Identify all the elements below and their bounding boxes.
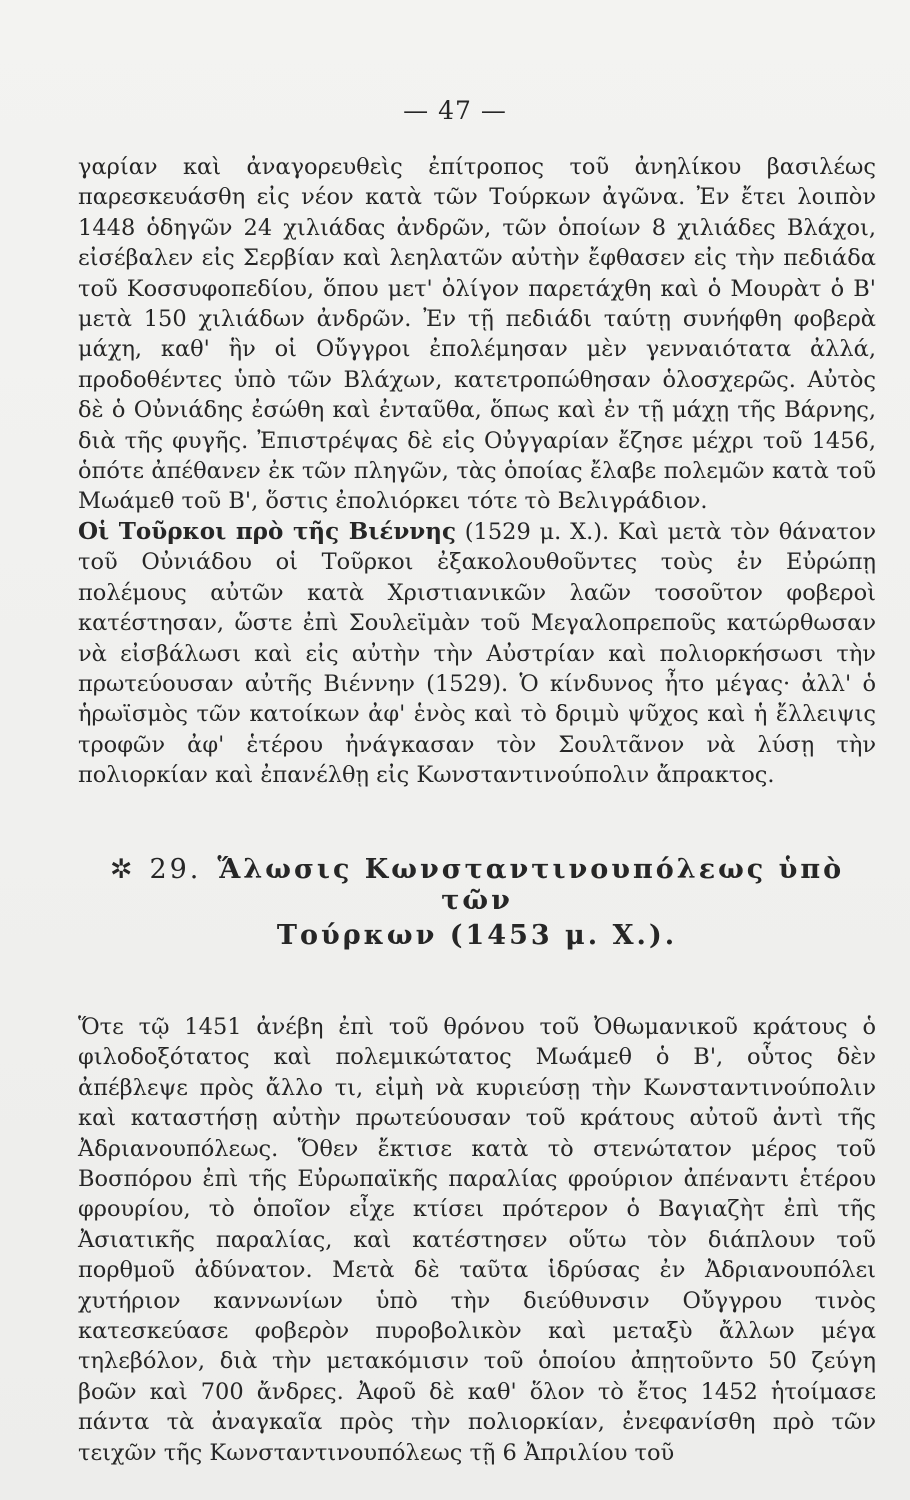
inline-heading: Οἱ Τοῦρκοι πρὸ τῆς Βιέννης bbox=[78, 517, 456, 545]
asterisk-icon: ✲ bbox=[109, 854, 136, 885]
page-number: — 47 — bbox=[403, 96, 507, 125]
section-heading-line2 bbox=[78, 920, 876, 951]
body-text-bottom bbox=[78, 1012, 876, 1468]
paragraph-3: Ὅτε τῷ 1451 ἀνέβη ἐπὶ τοῦ θρόνου τοῦ Ὀθωμανικοῦ κράτους ὁ φιλοδοξότατος καὶ πολεμικώτατος Μωάμεθ ὁ Β', οὗτος δὲν ἀπέβλεψε πρὸς ἄλλο τι, εἰμὴ νὰ κυριεύσῃ τὴν Κωνσταντινούπολιν καὶ καταστήσῃ αὐτὴν πρωτεύουσαν τοῦ κράτους αὐτοῦ ἀντὶ τῆς Ἀδριανουπόλεως. Ὅθεν ἔκτισε κατὰ τὸ στενώτατον μέρος τοῦ Βοσπόρου ἐπὶ τῆς Εὐρωπαϊκῆς παραλίας φρούριον ἀπέναντι ἑτέρου φρουρίου, τὸ ὁποῖον εἶχε κτίσει πρότερον ὁ Βαγιαζὴτ ἐπὶ τῆς Ἀσιατικῆς παραλίας, καὶ κατέστησεν οὕτω τὸν διάπλουν τοῦ πορθμοῦ ἀδύνατον. Μετὰ δὲ ταῦτα ἱδρύσας ἐν Ἀδριανουπόλει χυτήριον καννωνίων ὑπὸ τὴν διεύθυνσιν Οὔγγρου τινὸς κατεσκεύασε φοβερὸν πυροβολικὸν καὶ μεταξὺ ἄλλων μέγα τηλεβόλον, διὰ τὴν μετακόμισιν τοῦ ὁποίου ἀπῃτοῦντο 50 ζεύγη βοῶν καὶ 700 ἄνδρες. Ἀφοῦ δὲ καθ' ὅλον τὸ ἔτος 1452 ἡτοίμασε πάντα τὰ ἀναγκαῖα πρὸς τὴν πολιορκίαν, ἐνεφανίσθη πρὸ τῶν τειχῶν τῆς Κωνσταντινουπόλεως τῇ 6 Ἀπριλίου τοῦ bbox=[78, 1014, 876, 1466]
section-number: 29. bbox=[149, 854, 202, 885]
paragraph-2 bbox=[78, 517, 876, 791]
section-heading bbox=[78, 854, 876, 916]
paragraph-1: γαρίαν καὶ ἀναγορευθεὶς ἐπίτροπος τοῦ ἀνηλίκου βασιλέως παρεσκευάσθη εἰς νέον κατὰ τῶν Τούρκων ἀγῶνα. Ἐν ἔτει λοιπὸν 1448 ὁδηγῶν 24 χιλιάδας ἀνδρῶν, τῶν ὁποίων 8 χιλιάδες Βλάχοι, εἰσέβαλεν εἰς Σερβίαν καὶ λεηλατῶν αὐτὴν ἔφθασεν εἰς τὴν πεδιάδα τοῦ Κοσσυφοπεδίου, ὅπου μετ' ὀλίγον παρετάχθη καὶ ὁ Μουρὰτ ὁ Β' μετὰ 150 χιλιάδων ἀνδρῶν. Ἐν τῇ πεδιάδι ταύτῃ συνήφθη φοβερὰ μάχη, καθ' ἣν οἱ Οὔγγροι ἐπολέμησαν μὲν γενναιότατα ἀλλά, προδοθέντες ὑπὸ τῶν Βλάχων, κατετροπώθησαν ὁλοσχερῶς. Αὐτὸς δὲ ὁ Οὐνιάδης ἐσώθη καὶ ἐνταῦθα, ὅπως καὶ ἐν τῇ μάχῃ τῆς Βάρνης, διὰ τῆς φυγῆς. Ἐπιστρέψας δὲ εἰς Οὐγγαρίαν ἔζησε μέχρι τοῦ 1456, ὁπότε ἀπέθανεν ἐκ τῶν πληγῶν, τὰς ὁποίας ἔλαβε πολεμῶν κατὰ τοῦ Μωάμεθ τοῦ Β', ὅστις ἐπολιόρκει τότε τὸ Βελιγράδιον. bbox=[78, 154, 876, 515]
paragraph-2-text: (1529 μ. Χ.). Καὶ μετὰ τὸν θάνατον τοῦ Οὐνιάδου οἱ Τοῦρκοι ἐξακολουθοῦντες τοὺς ἐν Εὐρώπῃ πολέμους αὐτῶν κατὰ Χριστιανικῶν λαῶν τοσοῦτον φοβεροὶ κατέστησαν, ὥστε ἐπὶ Σουλεϊμὰν τοῦ Μεγαλοπρεποῦς κατώρθωσαν νὰ εἰσβάλωσι καὶ εἰς αὐτὴν τὴν Αὐστρίαν καὶ πολιορκήσωσι τὴν πρωτεύουσαν αὐτῆς Βιέννην (1529). Ὁ κίνδυνος ἦτο μέγας· ἀλλ' ὁ ἡρωϊσμὸς τῶν κατοίκων ἀφ' ἑνὸς καὶ τὸ δριμὺ ψῦχος καὶ ἡ ἔλλειψις τροφῶν ἀφ' ἑτέρου ἠνάγκασαν τὸν Σουλτᾶνον νὰ λύσῃ τὴν πολιορκίαν καὶ ἐπανέλθῃ εἰς Κωνσταντινούπολιν ἄπρακτος. bbox=[78, 518, 876, 789]
section-title-line1: Ἅλωσις Κωνσταντινουπόλεως ὑπὸ τῶν bbox=[217, 854, 845, 916]
section-title-line2: Τούρκων (1453 μ. Χ.). bbox=[276, 920, 678, 951]
body-text-top bbox=[78, 152, 876, 791]
